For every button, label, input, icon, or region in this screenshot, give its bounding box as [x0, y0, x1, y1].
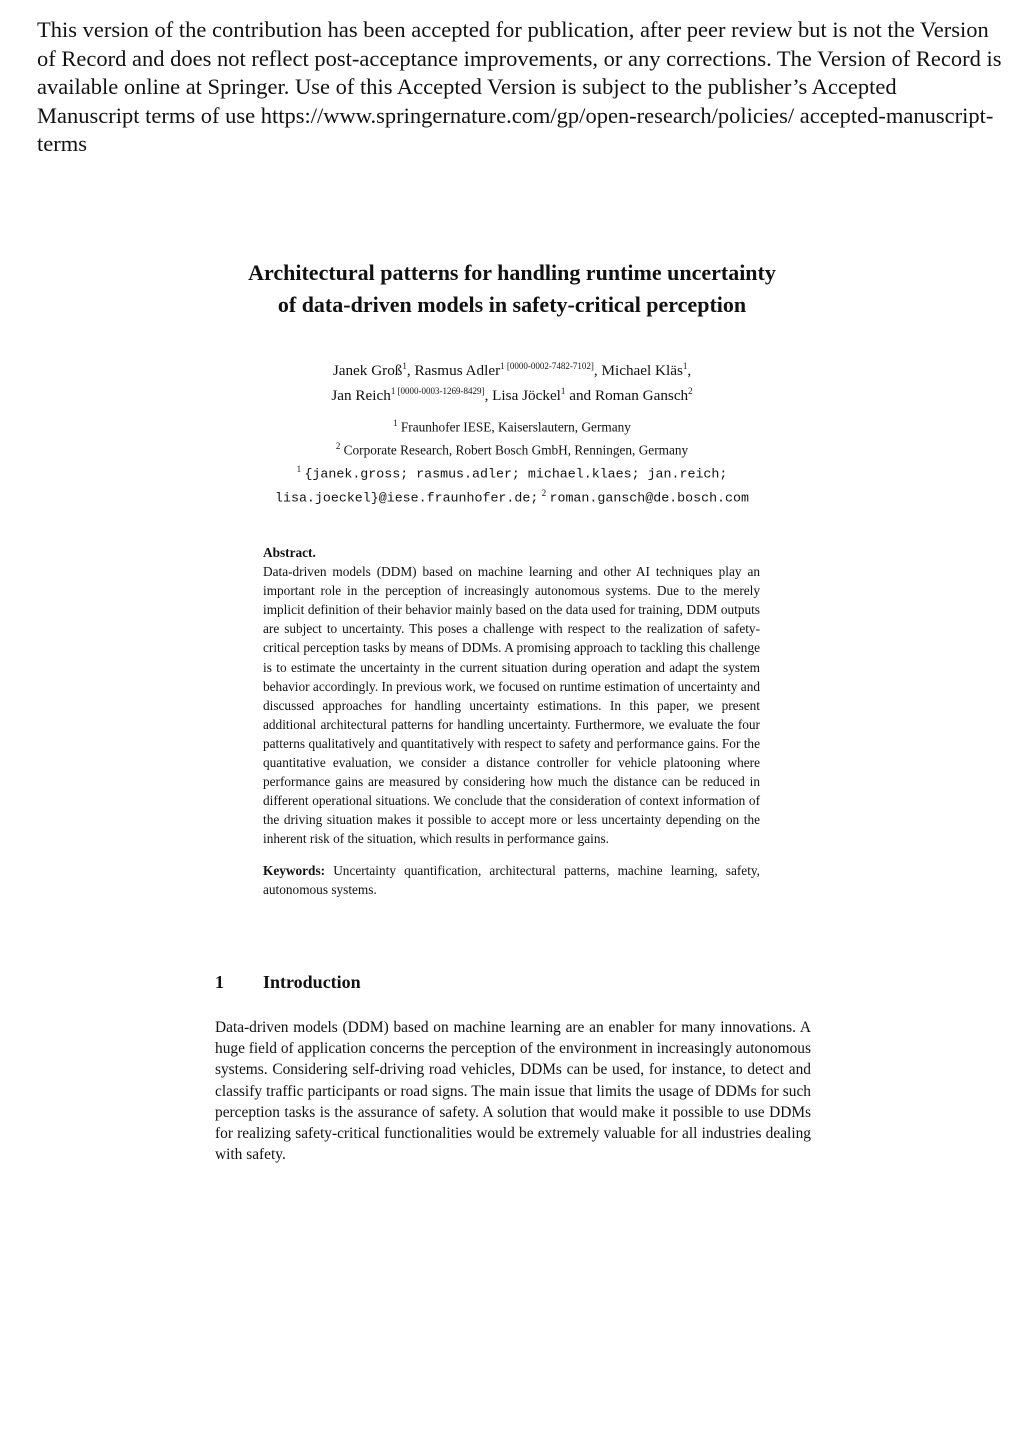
author-name: Lisa Jöckel [492, 387, 561, 405]
section-heading [215, 972, 361, 993]
affiliations [0, 414, 1024, 508]
accepted-version-notice: This version of the contribution has been accepted for publication, after peer review but is not the Version of Record and does not reflect post-acceptance improvements, or any corrections. The Version of Record is available online at Springer. Use of this Accepted Version is subject to the publisher’s Accepted Manuscript terms of use https://www.springernature.com/gp/open-research/policies/ accepted-manuscript-terms [37, 17, 1002, 156]
paper-title [0, 257, 1024, 321]
keywords-label: Keywords: [263, 862, 326, 878]
affiliation-2: $^2$ Corporate Research, Robert Bosch GmbH, Renningen, Germany [335, 440, 689, 458]
affiliation-1: $^1$ Fraunhofer IESE, Kaiserslautern, Germany [393, 418, 631, 435]
abstract [263, 543, 760, 899]
author-name: Rasmus Adler [414, 362, 501, 380]
section-number: 1 [215, 972, 224, 992]
author-sup: 1 [682, 361, 688, 371]
section-title: Introduction [263, 972, 361, 992]
keywords-text: Uncertainty quantification, architectural patterns, machine learning, safety, autonomous systems. [263, 862, 761, 897]
keywords [263, 861, 760, 899]
author-line-2: Jan Reich$^{1 [0000-0003-1269-8429]}$, Lisa Jöckel$^1$ and Roman Gansch$^2$ [331, 386, 693, 405]
author-sup: 2 [688, 386, 693, 397]
email-line-2: lisa.joeckel}@iese.fraunhofer.de; $^2$ roman.gansch@de.bosch.com [275, 487, 749, 506]
abstract-text: Data-driven models (DDM) based on machine learning and other AI techniques play an important role in the perception of increasingly autonomous systems. Due to the merely implicit definition of their behavior mainly based on the data used for training, DDM outputs are subject to uncertainty. This poses a challenge with respect to the realization of safety-critical perception tasks by means of DDMs. A promising approach to tackling this challenge is to estimate the uncertainty in the current situation during operation and adapt the system behavior accordingly. In previous work, we focused on runtime estimation of uncertainty and discussed approaches for handling uncertainty estimations. In this paper, we present additional architectural patterns for handling uncertainty. Furthermore, we evaluate the four patterns qualitatively and quantitatively with respect to safety and performance gains. For the quantitative evaluation, we consider a distance controller for vehicle platooning where performance gains are measured by considering how much the distance can be reduced in different operational situations. We conclude that the consideration of context information of the driving situation makes it possible to accept more or less uncertainty depending on the inherent risk of the situation, which results in performance gains. [263, 564, 760, 847]
author-name: Michael Kläs [601, 362, 683, 380]
author-sup: 1 [402, 361, 407, 371]
author-sup: 1 [0000-0002-7482-7102] [500, 361, 594, 371]
paper-title-line-2: of data-driven models in safety-critical perception [277, 292, 747, 317]
abstract-heading: Abstract. [263, 545, 316, 560]
author-line-1: Janek Groß$^1$, Rasmus Adler$^{1 [0000-0002-7482-7102]}$, Michael Kläs$^1$, [332, 361, 692, 380]
author-name: Janek Groß [332, 362, 403, 380]
author-sup: 1 [560, 386, 566, 397]
author-name: Roman Gansch [594, 387, 689, 405]
email-line-1: $^1$ {janek.gross; rasmus.adler; michael.klaes; jan.reich; [296, 463, 728, 482]
author-sup: 1 [0000-0003-1269-8429] [390, 386, 485, 397]
author-name: Jan Reich [331, 387, 391, 405]
paper-title-line-1: Architectural patterns for handling runtime uncertainty [248, 260, 776, 285]
intro-paragraph: Data-driven models (DDM) based on machine learning are an enabler for many innovations. A huge field of application concerns the perception of the environment in increasingly autonomous systems. Considering self-driving road vehicles, DDMs can be used, for instance, to detect and classify traffic participants or road signs. The main issue that limits the usage of DDMs for such perception tasks is the assurance of safety. A solution that would make it possible to use DDMs for realizing safety-critical functionalities would be extremely valuable for all industries dealing with safety. [215, 1019, 811, 1164]
author-list [0, 356, 1024, 406]
